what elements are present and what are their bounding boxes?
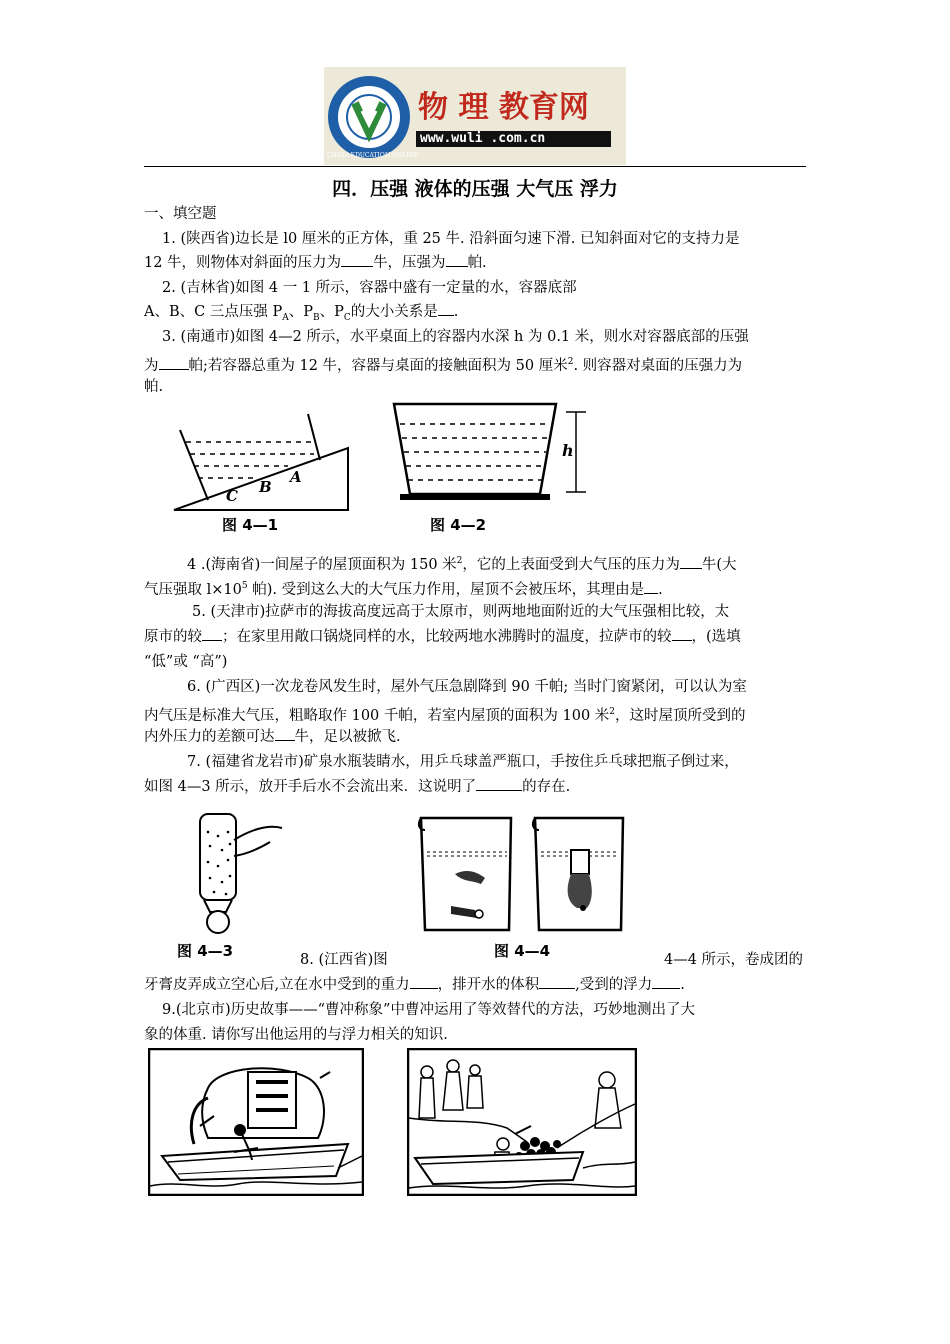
question-3-line-2: 为 帕;若容器总重为 12 牛，容器与桌面的接触面积为 50 厘米$^2$. 则容器对桌面的压强力为	[144, 350, 742, 378]
page-title: 四．压强 液体的压强 大气压 浮力	[332, 178, 618, 200]
fig2-label-h: h	[562, 441, 574, 460]
fig1-label-c: C	[226, 487, 238, 505]
logo-circle-text: CHINA EDUCATION ONLINE	[327, 152, 419, 159]
question-8-line-1b: 4—4 所示，卷成团的	[664, 952, 804, 968]
fig3-caption: 图 4—3	[177, 942, 234, 960]
fig1-label-b: B	[259, 478, 272, 496]
logo-url: www.wuli .com.cn	[420, 131, 546, 146]
question-7-line-2: 如图 4—3 所示，放开手后水不会流出来．这说明了 的存在.	[144, 775, 570, 799]
fig2-caption: 图 4—2	[430, 516, 487, 534]
figure-4-3	[190, 810, 290, 935]
question-8-line-2: 牙膏皮弄成立空心后,立在水中受到的重力 ，排开水的体积 ,受到的浮力 .	[144, 973, 685, 997]
question-3-line-3: 帕.	[144, 379, 164, 395]
question-6-line-3: 内外压力的差额可达 牛，足以被掀飞.	[144, 725, 401, 749]
question-6-line-1: 6. (广西区)一次龙卷风发生时，屋外气压急剧降到 90 千帕; 当时门窗紧闭，可以认为室	[187, 679, 747, 695]
question-1-line-2: 12 牛，则物体对斜面的压力为 牛，压强为 帕.	[144, 251, 487, 275]
figure-4-4	[415, 810, 630, 940]
question-2-line-2: A、B、C 三点压强 $P_A$、$P_B$、$P_C$的大小关系是 .	[144, 300, 458, 330]
question-5-line-3: “低”或 “高”)	[144, 654, 228, 670]
fig1-caption: 图 4—1	[222, 516, 279, 534]
header-divider	[144, 166, 806, 167]
question-6-line-2: 内气压是标准大气压，粗略取作 100 千帕，若室内屋顶的面积为 100 米$^2$，这时屋顶所受到的	[144, 707, 746, 724]
question-5-line-2: 原市的较 ；在家里用敞口锅烧同样的水，比较两地水沸腾时的温度，拉萨市的较 ，(选填	[144, 625, 741, 649]
fig1-label-a: A	[290, 468, 302, 486]
section-heading: 一、填空题	[144, 206, 217, 222]
question-9-line-2: 象的体重. 请你写出他运用的与浮力相关的知识.	[144, 1027, 448, 1043]
fig4-caption: 图 4—4	[494, 942, 551, 960]
question-9-line-1: 9.(北京市)历史故事——“曹冲称象”中曹冲运用了等效替代的方法，巧妙地测出了大	[162, 1002, 695, 1018]
question-8-line-1a: 8. (江西省)图	[300, 952, 388, 968]
illustration-elephant-on-boat	[148, 1048, 364, 1196]
question-4-line-2: 气压强取 $l\times 10^5$ 帕). 受到这么大的大气压力作用，屋顶不会被压坏，其理由是 .	[144, 574, 663, 602]
question-2-line-1: 2. (吉林省)如图 4 一 1 所示，容器中盛有一定量的水，容器底部	[162, 280, 577, 296]
question-5-line-1: 5. (天津市)拉萨市的海拔高度远高于太原市，则两地地面附近的大气压强相比较，太	[192, 604, 730, 620]
question-7-line-1: 7. (福建省龙岩市)矿泉水瓶装睛水，用乒乓球盖严瓶口，手按住乒乓球把瓶子倒过来，	[187, 754, 739, 770]
figure-4-1	[168, 412, 358, 512]
question-4-line-1: 4 .(海南省)一间屋子的屋顶面积为 150 米$^2$，它的上表面受到大气压的压力为 牛(大	[187, 549, 737, 577]
illustration-boat-with-stones	[407, 1048, 637, 1196]
logo-title: 物 理 教育网	[418, 90, 589, 125]
figure-4-2	[390, 398, 590, 508]
question-3-line-1: 3. (南通市)如图 4—2 所示，水平桌面上的容器内水深 h 为 0.1 米，则水对容器底部的压强	[162, 329, 749, 345]
question-1-line-1: 1. (陕西省)边长是 l0 厘米的正方体，重 25 牛. 沿斜面匀速下滑. 已知斜面对它的支持力是	[162, 231, 740, 247]
